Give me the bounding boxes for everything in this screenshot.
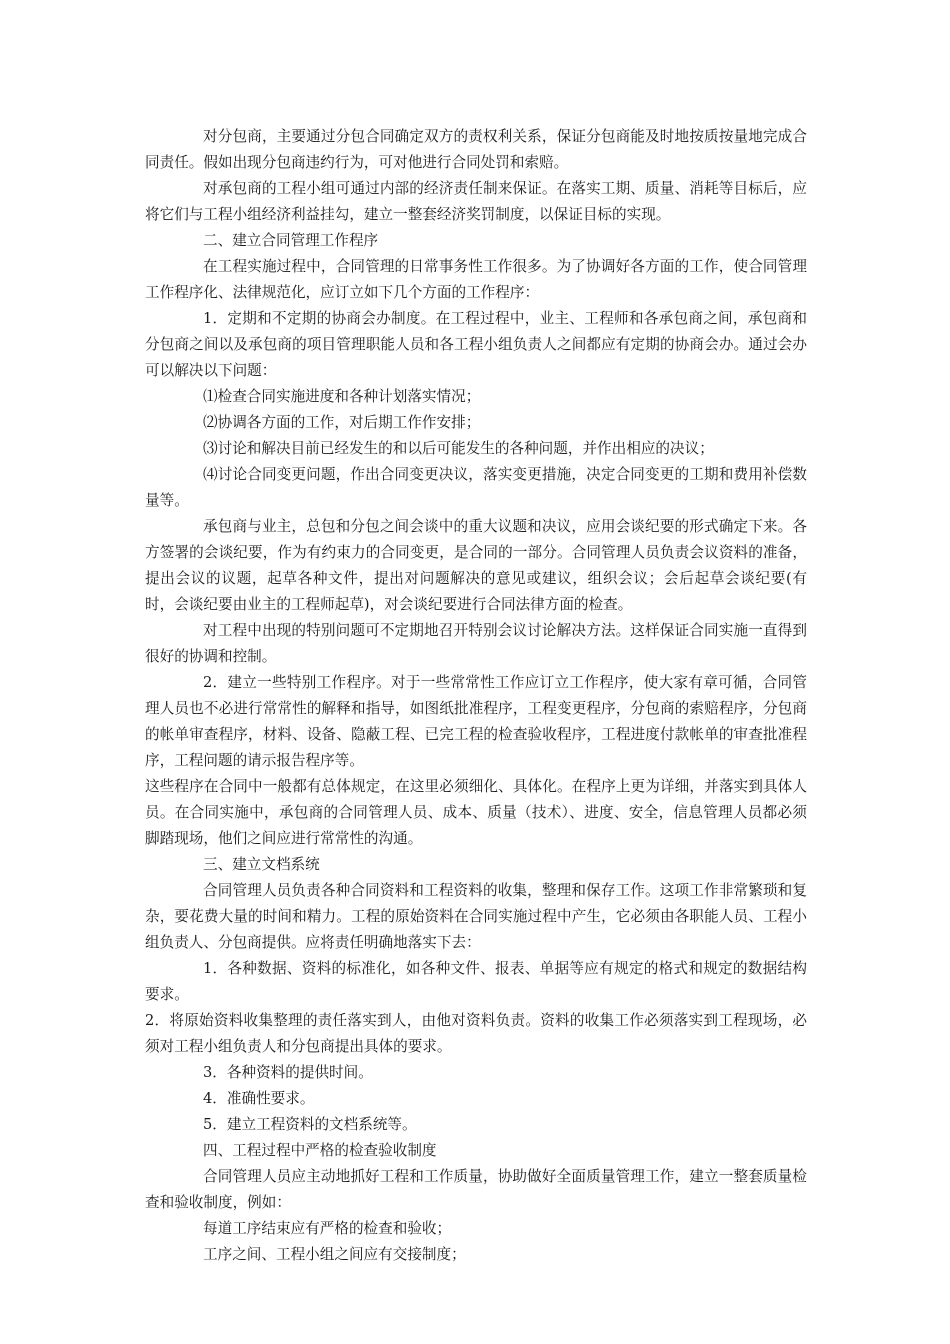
paragraph: 合同管理人员应主动地抓好工程和工作质量，协助做好全面质量管理工作，建立一整套质量检查和验收制度，例如： xyxy=(145,1168,807,1211)
paragraph: 对分包商，主要通过分包合同确定双方的责权利关系，保证分包商能及时地按质按量地完成合同责任。假如出现分包商违约行为，可对他进行合同处罚和索赔。 xyxy=(145,128,807,171)
section-heading: 四、工程过程中严格的检查验收制度 xyxy=(203,1142,437,1159)
document-body xyxy=(145,124,807,1268)
list-item: 5．建立工程资料的文档系统等。 xyxy=(203,1116,417,1133)
paragraph: 对工程中出现的特别问题可不定期地召开特别会议讨论解决方法。这样保证合同实施一直得到很好的协调和控制。 xyxy=(145,622,807,665)
list-item: 每道工序结束应有严格的检查和验收； xyxy=(203,1220,452,1237)
list-item: ⑴检查合同实施进度和各种计划落实情况； xyxy=(203,388,481,405)
list-item: 2．将原始资料收集整理的责任落实到人，由他对资料负责。资料的收集工作必须落实到工程现场，必须对工程小组负责人和分包商提出具体的要求。 xyxy=(145,1012,807,1055)
list-item: 2．建立一些特别工作程序。对于一些常常性工作应订立工作程序，使大家有章可循，合同管理人员也不必进行常常性的解释和指导，如图纸批准程序，工程变更程序，分包商的索赔程序，分包商的帐单审查程序，材料、设备、隐蔽工程、已完工程的检查验收程序，工程进度付款帐单的审查批准程序，工程问题的请示报告程序等。 xyxy=(145,674,807,769)
list-item: 1．定期和不定期的协商会办制度。在工程过程中，业主、工程师和各承包商之间，承包商和分包商之间以及承包商的项目管理职能人员和各工程小组负责人之间都应有定期的协商会办。通过会办可以解决以下问题： xyxy=(145,310,807,379)
paragraph: 对承包商的工程小组可通过内部的经济责任制来保证。在落实工期、质量、消耗等目标后，应将它们与工程小组经济利益挂勾，建立一整套经济奖罚制度，以保证目标的实现。 xyxy=(145,180,807,223)
paragraph: 这些程序在合同中一般都有总体规定，在这里必须细化、具体化。在程序上更为详细，并落实到具体人员。在合同实施中，承包商的合同管理人员、成本、质量（技术）、进度、安全，信息管理人员都必须脚踏现场，他们之间应进行常常性的沟通。 xyxy=(145,778,807,847)
list-item: ⑵协调各方面的工作，对后期工作作安排； xyxy=(203,414,481,431)
paragraph: 合同管理人员负责各种合同资料和工程资料的收集，整理和保存工作。这项工作非常繁琐和复杂，要花费大量的时间和精力。工程的原始资料在合同实施过程中产生，它必须由各职能人员、工程小组负责人、分包商提供。应将责任明确地落实下去： xyxy=(145,882,807,951)
list-item: ⑶讨论和解决目前已经发生的和以后可能发生的各种问题，并作出相应的决议； xyxy=(203,440,714,457)
list-item: ⑷讨论合同变更问题，作出合同变更决议，落实变更措施，决定合同变更的工期和费用补偿数量等。 xyxy=(145,466,807,509)
section-heading: 三、建立文档系统 xyxy=(203,856,320,873)
list-item: 3．各种资料的提供时间。 xyxy=(203,1064,373,1081)
section-heading: 二、建立合同管理工作程序 xyxy=(203,232,379,249)
paragraph: 在工程实施过程中，合同管理的日常事务性工作很多。为了协调好各方面的工作，使合同管理工作程序化、法律规范化，应订立如下几个方面的工作程序： xyxy=(145,258,807,301)
list-item: 工序之间、工程小组之间应有交接制度； xyxy=(203,1246,466,1263)
list-item: 1．各种数据、资料的标准化，如各种文件、报表、单据等应有规定的格式和规定的数据结构要求。 xyxy=(145,960,807,1003)
list-item: 4．准确性要求。 xyxy=(203,1090,315,1107)
paragraph: 承包商与业主，总包和分包之间会谈中的重大议题和决议，应用会谈纪要的形式确定下来。各方签署的会谈纪要，作为有约束力的合同变更，是合同的一部分。合同管理人员负责会议资料的准备，提出会议的议题，起草各种文件，提出对问题解决的意见或建议，组织会议；会后起草会谈纪要(有时，会谈纪要由业主的工程师起草)，对会谈纪要进行合同法律方面的检查。 xyxy=(145,518,807,613)
